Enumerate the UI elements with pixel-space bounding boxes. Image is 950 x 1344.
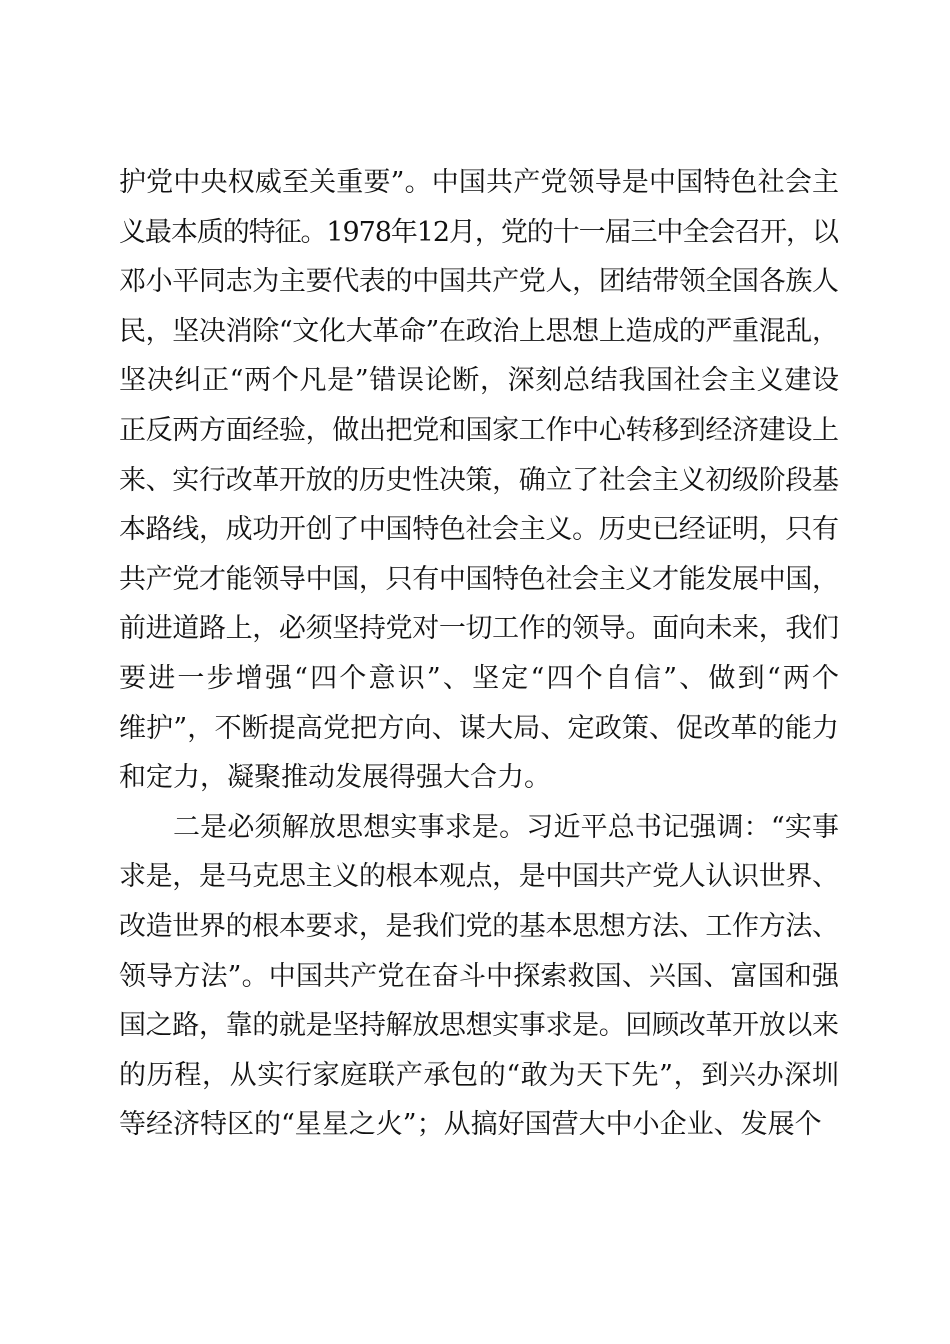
text-line: 领导方法”。中国共产党在奋斗中探索救国、兴国、富国和强 (119, 960, 840, 992)
body-text (119, 158, 842, 1150)
text-line: 改造世界的根本要求，是我们党的基本思想方法、工作方法、 (119, 910, 839, 942)
text-line: 维护”，不断提高党把方向、谋大局、定政策、促改革的能力 (119, 712, 840, 744)
text-line: 正反两方面经验，做出把党和国家工作中心转移到经济建设上 (119, 414, 839, 446)
text-line: 国之路，靠的就是坚持解放思想实事求是。回顾改革开放以来 (119, 1010, 839, 1042)
text-line: 来、实行改革开放的历史性决策，确立了社会主义初级阶段基 (119, 464, 839, 496)
text-line: 护党中央权威至关重要”。中国共产党领导是中国特色社会主 (119, 167, 840, 198)
text-line: 坚决纠正“两个凡是”错误论断，深刻总结我国社会主义建设 (119, 365, 840, 397)
text-line: 义最本质的特征。1978年12月，党的十一届三中全会召开，以 (119, 216, 838, 248)
text-line: 民，坚决消除“文化大革命”在政治上思想上造成的严重混乱， (119, 315, 839, 347)
text-line: 前进道路上，必须坚持党对一切工作的领导。面向未来，我们 (119, 613, 839, 645)
paragraph (119, 158, 842, 803)
text-line: 共产党才能领导中国，只有中国特色社会主义才能发展中国， (119, 563, 839, 595)
text-line: 本路线，成功开创了中国特色社会主义。历史已经证明，只有 (119, 514, 839, 546)
text-line: 等经济特区的“星星之火”；从搞好国营大中小企业、发展个 (119, 1109, 822, 1141)
text-line: 和定力，凝聚推动发展得强大合力。 (119, 762, 551, 794)
text-line: 要进一步增强“四个意识”、坚定“四个自信”、做到“两个 (119, 662, 842, 694)
text-line: 邓小平同志为主要代表的中国共产党人，团结带领全国各族人 (119, 266, 839, 298)
text-line: 求是，是马克思主义的根本观点，是中国共产党人认识世界、 (119, 861, 839, 893)
paragraph (119, 803, 839, 1150)
text-line: 二是必须解放思想实事求是。习近平总书记强调：“实事 (173, 811, 840, 843)
text-line: 的历程，从实行家庭联产承包的“敢为天下先”，到兴办深圳 (119, 1059, 840, 1091)
